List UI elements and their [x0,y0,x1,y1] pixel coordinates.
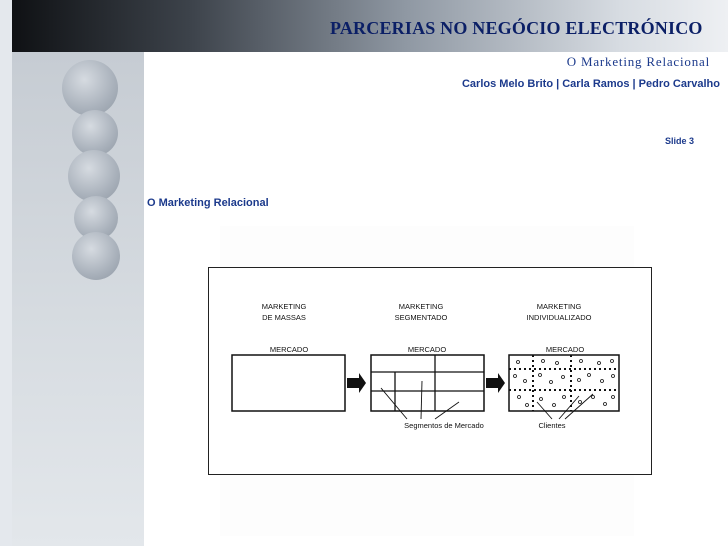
decorative-circle [62,60,118,116]
left-band [0,0,12,546]
section-heading: O Marketing Relacional [147,197,269,209]
column-title-line: MARKETING [398,302,444,311]
arrow-right-icon [486,373,505,393]
column-title-line: MARKETING [261,302,307,311]
market-label: MERCADO [545,345,585,354]
decorative-circle [68,150,120,202]
presentation-subtitle: O Marketing Relacional [566,54,710,69]
column-title-line: MARKETING [536,302,582,311]
market-label: MERCADO [269,345,309,354]
column-title-line: DE MASSAS [262,313,306,322]
marketing-diagram [208,267,652,475]
arrow-right-icon [347,373,366,393]
individual-market-box [509,355,619,411]
clients-annotation: Clientes [538,421,566,430]
mass-market-box [232,355,345,411]
diagram-graphics [209,268,651,474]
presentation-title: PARCERIAS NO NEGÓCIO ELECTRÓNICO [330,18,703,38]
segments-annotation: Segmentos de Mercado [404,421,484,430]
authors-line: Carlos Melo Brito | Carla Ramos | Pedro Carvalho [461,78,720,90]
market-label: MERCADO [407,345,447,354]
decorative-circle [72,232,120,280]
column-title-line: SEGMENTADO [394,313,448,322]
slide-number: Slide 3 [664,136,694,146]
segmented-market-box [371,355,484,411]
client-dots [514,360,615,407]
column-title-line: INDIVIDUALIZADO [526,313,592,322]
